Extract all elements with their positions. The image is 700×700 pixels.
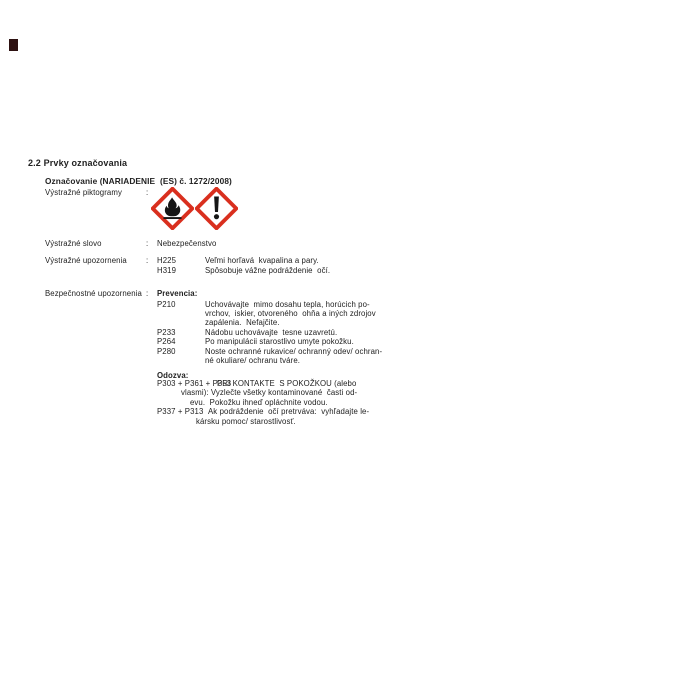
precaution-line: vrchov, iskier, otvoreného ohňa a iných zdrojov bbox=[205, 309, 376, 318]
hazard-statements-colon: : bbox=[146, 256, 149, 265]
signal-word-colon: : bbox=[146, 239, 149, 248]
response-heading: Odozva: bbox=[157, 371, 189, 380]
precaution-line: Noste ochranné rukavice/ ochranný odev/ ochran- bbox=[205, 346, 383, 356]
pictograms-colon: : bbox=[146, 188, 149, 197]
flame-baseline-bar bbox=[163, 217, 181, 219]
precaution-line: evu. Pokožku ihneď opláchnite vodou. bbox=[190, 397, 328, 407]
precaution-code: P264 bbox=[157, 337, 176, 347]
ghs-flame-pictogram-icon bbox=[151, 187, 194, 230]
precaution-code: P303 + P361 + P353 bbox=[157, 379, 232, 388]
precaution-code: P280 bbox=[157, 346, 176, 356]
hazard-code: H319 bbox=[157, 265, 177, 275]
hazard-text: Spôsobuje vážne podráždenie očí. bbox=[205, 265, 331, 275]
precaution-line: né okuliare/ ochranu tváre. bbox=[205, 356, 301, 365]
precaution-line: Ak podráždenie očí pretrváva: vyhľadajte le- bbox=[208, 407, 370, 417]
precaution-code: P233 bbox=[157, 327, 176, 337]
precautionary-colon: : bbox=[146, 289, 149, 298]
precaution-code: P337 + P313 bbox=[157, 407, 204, 417]
section-heading: 2.2 Prvky označovania bbox=[28, 158, 128, 168]
precautionary-label: Bezpečnostné upozornenia bbox=[45, 289, 142, 298]
precaution-line: Po manipulácii starostlivo umyte pokožku. bbox=[205, 337, 354, 347]
scan-artifact-mark bbox=[9, 39, 18, 51]
precaution-line: Uchovávajte mimo dosahu tepla, horúcich po- bbox=[205, 299, 370, 309]
hazard-statements-label: Výstražné upozornenia bbox=[45, 256, 127, 265]
signal-word-value: Nebezpečenstvo bbox=[157, 239, 217, 248]
hazard-code: H225 bbox=[157, 256, 177, 265]
precaution-line: PRI KONTAKTE S POKOŽKOU (alebo bbox=[217, 379, 357, 388]
precaution-line: vlasmi): Vyzlečte všetky kontaminované časti od- bbox=[181, 388, 358, 398]
precaution-code: P210 bbox=[157, 299, 176, 309]
precaution-line: kársku pomoc/ starostlivosť. bbox=[196, 416, 296, 426]
prevention-heading: Prevencia: bbox=[157, 289, 198, 298]
ghs-exclamation-pictogram-icon bbox=[195, 187, 238, 230]
exclamation-dot bbox=[214, 214, 219, 219]
hazard-text: Veľmi horľavá kvapalina a pary. bbox=[205, 256, 319, 265]
signal-word-label: Výstražné slovo bbox=[45, 239, 102, 248]
precaution-line: zapálenia. Nefajčite. bbox=[205, 318, 280, 328]
pictograms-label: Výstražné piktogramy bbox=[45, 188, 122, 197]
labelling-title: Označovanie (NARIADENIE (ES) č. 1272/2008) bbox=[45, 176, 232, 186]
precaution-line: Nádobu uchovávajte tesne uzavretú. bbox=[205, 327, 338, 337]
